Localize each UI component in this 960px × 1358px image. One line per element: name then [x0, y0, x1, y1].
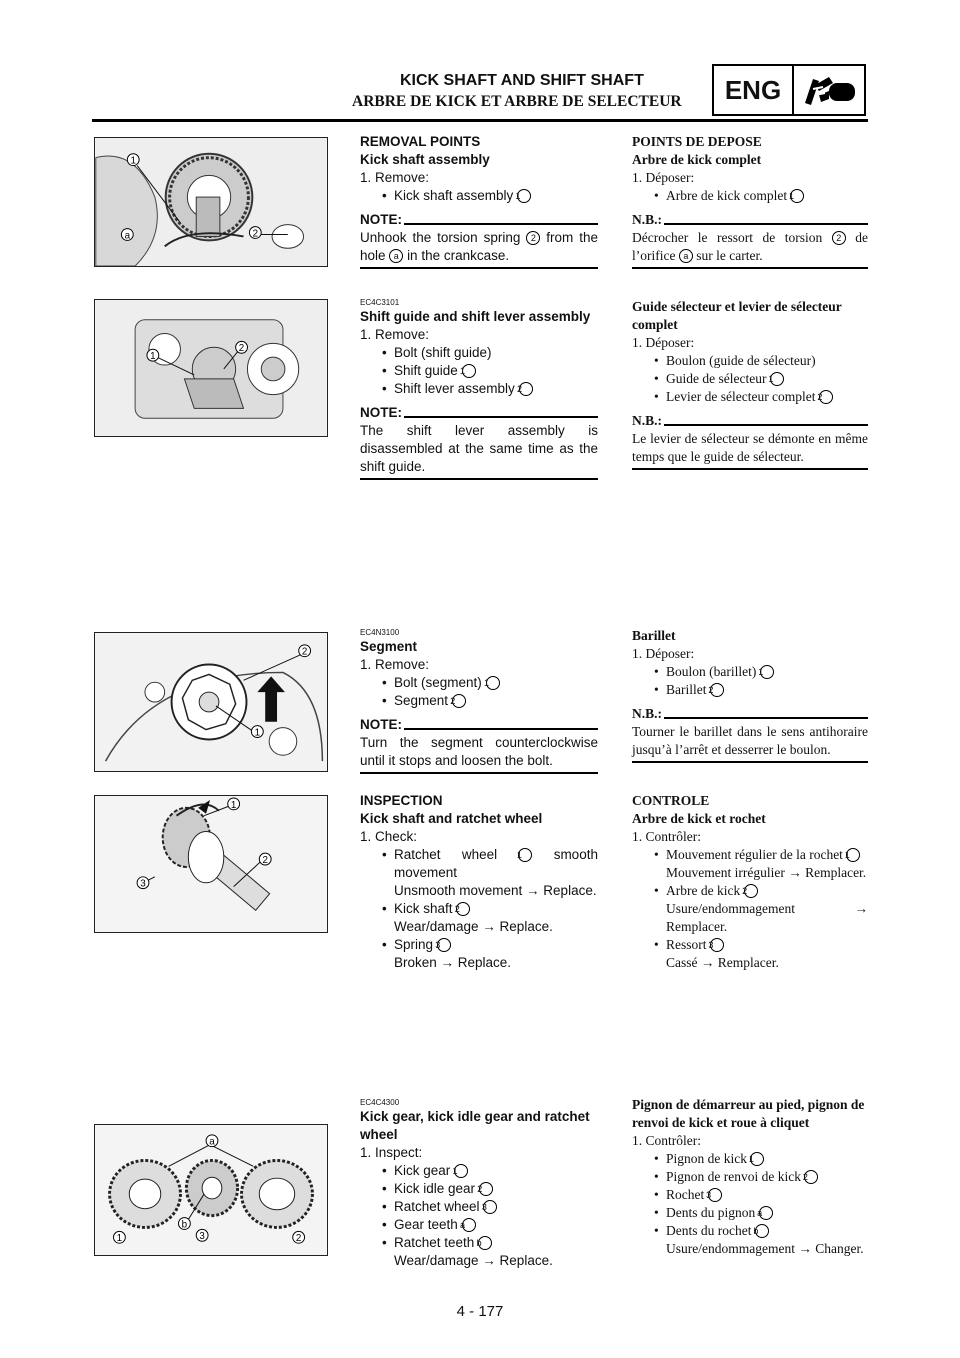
figure-label: 3 [140, 878, 146, 890]
s1-en-subheading: Kick shaft assembly [360, 152, 490, 167]
text: Arbre de kick [666, 883, 741, 898]
s1-fr-bullet [632, 187, 868, 205]
header-title-fr: ARBRE DE KICK ET ARBRE DE SELECTEUR [352, 93, 682, 110]
s2-fr-subheading: Guide sélecteur et levier de sélecteur complet [632, 299, 842, 332]
figure-label: 2 [295, 1233, 302, 1245]
text: Dents du rochet [666, 1223, 752, 1238]
note-label: N.B.: [632, 706, 662, 721]
note-end-rule [632, 761, 868, 763]
s4-fr-bullet [632, 846, 868, 864]
s2-en-step: 1. Remove: [360, 327, 430, 342]
s5-fr-bullet [632, 1150, 868, 1168]
text: Ratchet teeth [394, 1235, 475, 1250]
s2-en-bullet [360, 380, 598, 398]
s2-en-bullet [360, 362, 598, 380]
ref-marker: a [759, 1206, 773, 1220]
s2-fr-block [632, 298, 868, 470]
ref-marker: 2 [832, 231, 846, 245]
figure-kick-shaft-inspection [94, 795, 328, 933]
s5-fr-remedy: Usure/endommagement → Changer. [666, 1241, 864, 1256]
ref-marker: 1 [750, 1152, 764, 1166]
text: Ressort [666, 937, 707, 952]
note-text: Unhook the torsion spring [360, 230, 521, 245]
s5-en-code: EC4C4300 [360, 1098, 400, 1107]
figure-label: b [181, 1219, 188, 1231]
s5-en-bullet [360, 1162, 598, 1180]
header-rule [92, 119, 868, 122]
s4-fr-subheading: Arbre de kick et rochet [632, 811, 766, 826]
s5-en-bullet [360, 1198, 598, 1216]
s4-fr-heading: CONTROLE [632, 793, 710, 808]
note-header [632, 705, 868, 723]
text: Shift guide [394, 363, 458, 378]
s1-fr-note [632, 229, 868, 265]
figure-label: 2 [301, 646, 308, 658]
note-text: de l’orifice [632, 230, 869, 263]
text: Rochet [666, 1187, 705, 1202]
ref-marker: 2 [456, 902, 470, 916]
figure-label: a [124, 230, 131, 242]
s5-en-bullet [360, 1180, 598, 1198]
text: Spring [394, 937, 434, 952]
s3-fr-bullet [632, 663, 868, 681]
s1-fr-heading: POINTS DE DEPOSE [632, 134, 762, 149]
s3-en-code: EC4N3100 [360, 628, 400, 637]
s2-en-block [360, 298, 598, 480]
s2-en-bullet [360, 344, 598, 362]
ref-marker: 2 [526, 231, 540, 245]
text: Shift lever assembly [394, 381, 515, 396]
s1-en-block [360, 133, 598, 269]
s2-fr-bullet [632, 388, 868, 406]
figure-label: 1 [116, 1233, 123, 1245]
text: Kick idle gear [394, 1181, 476, 1196]
s5-fr-step: 1. Contrôler: [632, 1133, 701, 1148]
section-badge [712, 64, 866, 116]
ref-marker: 2 [804, 1170, 818, 1184]
note-end-rule [360, 267, 598, 269]
s4-fr-remedy: Cassé → Remplacer. [666, 955, 779, 970]
s4-en-block [360, 792, 598, 972]
s4-en-remedy: Wear/damage → Replace. [394, 919, 553, 934]
note-text: sur le carter. [696, 248, 763, 263]
s5-fr-bullet [632, 1222, 868, 1240]
figure-label: 3 [199, 1231, 205, 1243]
s4-en-remedy: Unsmooth movement → Replace. [394, 883, 597, 898]
figure-label: 1 [130, 155, 136, 167]
ref-marker: a [679, 249, 693, 263]
s3-en-bullet [360, 674, 598, 692]
s4-en-bullet [360, 900, 598, 918]
s1-en-bullet [360, 187, 598, 205]
s5-fr-bullet [632, 1168, 868, 1186]
s5-en-step: 1. Inspect: [360, 1145, 423, 1160]
ref-marker: 1 [760, 665, 774, 679]
text: Segment [394, 693, 449, 708]
text: Boulon (guide de sélecteur) [666, 353, 816, 368]
text: Levier de sélecteur complet [666, 389, 816, 404]
ref-marker: a [389, 249, 403, 263]
header-title-en: KICK SHAFT AND SHIFT SHAFT [400, 72, 644, 89]
figure-label: 1 [150, 351, 156, 363]
note-header [360, 211, 598, 229]
note-end-rule [360, 772, 598, 774]
s3-en-note: Turn the segment counterclockwise until it stops and loosen the bolt. [360, 735, 598, 768]
text: smooth movement [394, 847, 598, 880]
note-text: Décrocher le ressort de torsion [632, 230, 823, 245]
s1-fr-step: 1. Déposer: [632, 170, 695, 185]
note-header [360, 404, 598, 422]
note-label: NOTE: [360, 717, 402, 732]
ref-marker: 3 [708, 1188, 722, 1202]
figure-label: a [209, 1136, 215, 1148]
s1-en-heading: REMOVAL POINTS [360, 134, 481, 149]
s5-en-bullet [360, 1234, 598, 1252]
s2-fr-note: Le levier de sélecteur se démonte en même temps que le guide de sélecteur. [632, 431, 868, 464]
s5-en-block [360, 1098, 598, 1270]
figure-label: 1 [254, 727, 261, 739]
text: Barillet [666, 682, 707, 697]
s2-fr-bullet [632, 370, 868, 388]
note-end-rule [632, 267, 868, 269]
figure-label: 2 [238, 343, 245, 355]
text: Gear teeth [394, 1217, 458, 1232]
figure-shift-guide-removal [94, 299, 328, 437]
s3-fr-subheading: Barillet [632, 628, 676, 643]
s3-en-subheading: Segment [360, 639, 418, 654]
s4-fr-bullet [632, 936, 868, 954]
ref-marker: 3 [710, 938, 724, 952]
text: Bolt (shift guide) [394, 345, 492, 360]
s2-en-subheading: Shift guide and shift lever assembly [360, 309, 591, 324]
s4-en-bullet [360, 936, 598, 954]
s5-fr-block [632, 1096, 868, 1258]
ref-marker: a [462, 1218, 476, 1232]
ref-marker: 2 [452, 694, 466, 708]
text: Ratchet wheel [394, 1199, 480, 1214]
note-header [360, 716, 598, 734]
s2-fr-step: 1. Déposer: [632, 335, 695, 350]
s2-en-code: EC4C3101 [360, 298, 400, 307]
s4-fr-remedy: Usure/endommagement → Remplacer. [666, 901, 868, 934]
s5-fr-subheading: Pignon de démarreur au pied, pignon de renvoi de kick et roue à cliquet [632, 1097, 865, 1130]
figure-kick-shaft-removal [94, 137, 328, 267]
ref-marker: 1 [462, 364, 476, 378]
s4-fr-bullet [632, 882, 868, 900]
ref-marker: 3 [437, 938, 451, 952]
s1-fr-subheading: Arbre de kick complet [632, 152, 762, 167]
s1-fr-block [632, 133, 868, 269]
s4-en-remedy: Broken → Replace. [394, 955, 512, 970]
text: Kick shaft [394, 901, 453, 916]
note-text: in the crankcase. [407, 248, 510, 263]
note-label: N.B.: [632, 413, 662, 428]
text: Pignon de kick [666, 1151, 747, 1166]
page-number: 4 - 177 [456, 1303, 504, 1320]
s4-en-step: 1. Check: [360, 829, 418, 844]
text: Pignon de renvoi de kick [666, 1169, 801, 1184]
s3-en-block [360, 628, 598, 774]
s4-fr-step: 1. Contrôler: [632, 829, 701, 844]
engine-icon [794, 66, 864, 114]
text: Arbre de kick complet [666, 188, 788, 203]
note-label: NOTE: [360, 212, 402, 227]
figure-kick-gears [94, 1124, 328, 1256]
ref-marker: 1 [846, 848, 860, 862]
ref-marker: b [755, 1224, 769, 1238]
s5-en-bullet [360, 1216, 598, 1234]
s4-en-heading: INSPECTION [360, 793, 443, 808]
note-header [632, 412, 868, 430]
note-end-rule [632, 468, 868, 470]
ref-marker: b [478, 1236, 492, 1250]
ref-marker: 1 [518, 848, 532, 862]
s1-en-note [360, 229, 598, 265]
note-end-rule [360, 478, 598, 480]
s3-fr-bullet [632, 681, 868, 699]
text: Ratchet wheel [394, 847, 498, 862]
s4-en-subheading: Kick shaft and ratchet wheel [360, 811, 543, 826]
figure-label: 2 [252, 228, 259, 240]
note-header [632, 211, 868, 229]
s3-fr-block [632, 627, 868, 763]
s5-en-remedy: Wear/damage → Replace. [394, 1253, 553, 1268]
text: Kick gear [394, 1163, 451, 1178]
ref-marker: 2 [479, 1182, 493, 1196]
s2-fr-bullet [632, 352, 868, 370]
text: Kick shaft assembly [394, 188, 514, 203]
s4-fr-remedy: Mouvement irrégulier → Remplacer. [666, 865, 867, 880]
figure-label: 2 [262, 855, 268, 867]
s4-fr-block [632, 792, 868, 972]
ref-marker: 2 [744, 884, 758, 898]
s3-fr-note: Tourner le barillet dans le sens antihoraire jusqu’à l’arrêt et desserrer le boulon. [632, 724, 868, 757]
text: Mouvement régulier de la rochet [666, 847, 843, 862]
text: Bolt (segment) [394, 675, 482, 690]
s3-en-step: 1. Remove: [360, 657, 430, 672]
text: Boulon (barillet) [666, 664, 757, 679]
s2-en-note: The shift lever assembly is disassembled at the same time as the shift guide. [360, 423, 598, 474]
ref-marker: 3 [483, 1200, 497, 1214]
ref-marker: 1 [454, 1164, 468, 1178]
ref-marker: 1 [486, 676, 500, 690]
ref-marker: 1 [770, 372, 784, 386]
s5-fr-bullet [632, 1186, 868, 1204]
note-text: from the hole [360, 230, 598, 263]
figure-segment-removal [94, 632, 328, 772]
text: Dents du pignon [666, 1205, 756, 1220]
ref-marker: 1 [517, 189, 531, 203]
s1-en-step: 1. Remove: [360, 170, 430, 185]
ref-marker: 1 [790, 189, 804, 203]
s5-fr-bullet [632, 1204, 868, 1222]
s3-fr-step: 1. Déposer: [632, 646, 695, 661]
ref-marker: 2 [710, 683, 724, 697]
s3-en-bullet [360, 692, 598, 710]
s5-en-subheading: Kick gear, kick idle gear and ratchet wheel [360, 1109, 590, 1142]
ref-marker: 2 [519, 382, 533, 396]
figure-label: 1 [230, 799, 237, 811]
text: Guide de sélecteur [666, 371, 767, 386]
s4-en-bullet [360, 846, 598, 882]
section-badge-label: ENG [714, 66, 794, 114]
ref-marker: 2 [819, 390, 833, 404]
note-label: N.B.: [632, 212, 662, 227]
note-label: NOTE: [360, 405, 402, 420]
